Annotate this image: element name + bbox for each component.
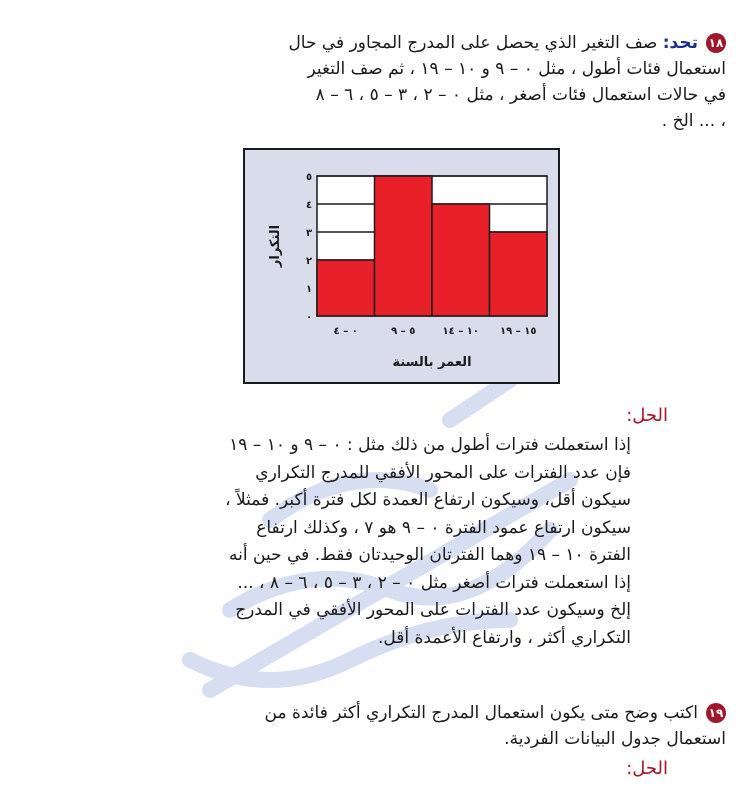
question-19-line-2: استعمال جدول البيانات الفردية. <box>504 729 726 749</box>
answer-line: الفترة ١٠ – ١٩ وهما الفترتان الوحيدتان فقط. في حين أنه <box>229 545 631 565</box>
answer-line: إذا استعملت فترات أطول من ذلك مثل : ٠ – ٩ و ١٠ – ١٩ <box>229 435 631 455</box>
question-text: اكتب وضح متى يكون استعمال المدرج التكراري أكثر فائدة من <box>264 703 698 723</box>
histogram-bar <box>375 176 433 316</box>
y-tick-label: ٢ <box>305 256 313 267</box>
y-tick-label: ٠ <box>305 312 313 323</box>
histogram-bar <box>317 260 375 316</box>
histogram-bar <box>432 204 490 316</box>
question-text: صف التغير الذي يحصل على المدرج المجاور في حال <box>288 33 658 53</box>
y-tick-label: ٤ <box>305 200 313 211</box>
question-18-line-2: استعمال فئات أطول ، مثل ٠ – ٩ و ١٠ – ١٩ ، ثم صف التغير <box>307 59 726 79</box>
question-18-line-4: ، ... الخ . <box>661 111 726 131</box>
answer-line: إذا استعملت فترات أصغر مثل ٠ – ٢ ، ٣ – ٥ ، ٦ – ٨ ، ... <box>237 572 631 593</box>
question-number-badge: ١٨ <box>706 33 726 53</box>
x-tick-label: ٥ – ٩ <box>391 326 416 337</box>
answer-line: سيكون أقل، وسيكون ارتفاع العمدة لكل فترة أكبر. فمثلاً ، <box>225 490 631 510</box>
question-19-line-1 <box>146 700 726 726</box>
y-tick-label: ٣ <box>305 228 313 239</box>
y-tick-label: ١ <box>305 284 313 295</box>
x-tick-label: ٠ – ٤ <box>333 326 358 337</box>
x-tick-label: ١٠ – ١٤ <box>442 326 479 337</box>
solution-label: الحل: <box>626 758 668 779</box>
answer-block <box>111 432 631 652</box>
answer-line: فإن عدد الفترات على المحور الأفقي للمدرج التكراري <box>255 462 631 483</box>
y-tick-label: ٥ <box>305 172 313 183</box>
question-18 <box>146 30 726 134</box>
answer-line: التكراري أكثر ، وارتفاع الأعمدة أقل. <box>377 627 631 648</box>
challenge-keyword: تحد: <box>662 33 698 53</box>
question-18-line-3: في حالات استعمال فئات أصغر ، مثل ٠ – ٢ ، ٣ – ٥ ، ٦ – ٨ <box>315 85 726 105</box>
question-number-badge: ١٩ <box>706 703 726 723</box>
histogram-chart <box>245 150 558 382</box>
x-tick-label: ١٥ – ١٩ <box>500 326 537 337</box>
question-18-line-1 <box>146 30 726 56</box>
x-axis-label: العمر بالسنة <box>392 355 472 370</box>
question-19 <box>146 700 726 752</box>
histogram-figure <box>243 148 560 384</box>
answer-line: إلخ وسيكون عدد الفترات على المحور الأفقي في المدرج <box>235 600 631 620</box>
histogram-bar <box>490 232 548 316</box>
answer-line: سيكون ارتفاع عمود الفترة ٠ – ٩ هو ٧ ، وكذلك ارتفاع <box>256 517 631 538</box>
y-axis-label: التكرار <box>268 224 283 268</box>
solution-label: الحل: <box>626 405 668 426</box>
